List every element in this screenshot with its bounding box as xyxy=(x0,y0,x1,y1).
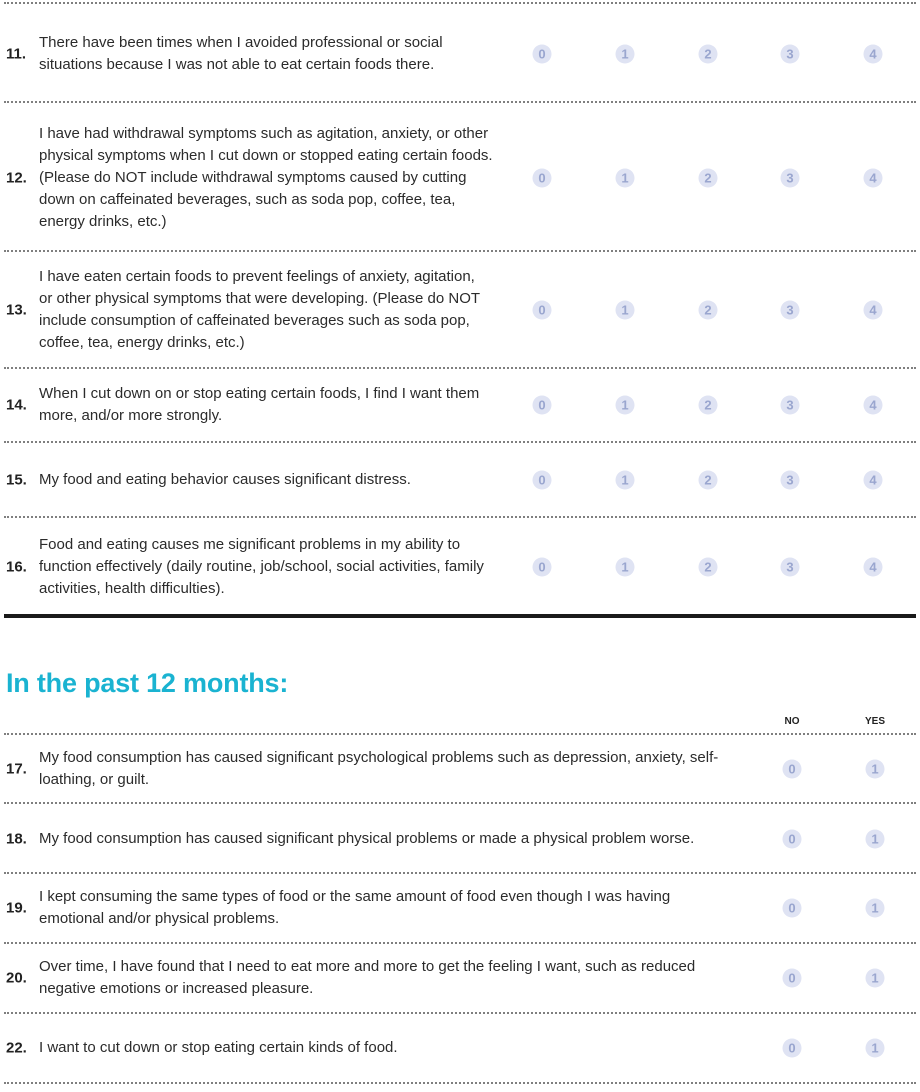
option-0[interactable]: 0 xyxy=(533,169,552,188)
option-1[interactable]: 1 xyxy=(616,396,635,415)
option-4[interactable]: 4 xyxy=(864,396,883,415)
section-divider xyxy=(4,614,916,618)
option-0[interactable]: 0 xyxy=(533,471,552,490)
question-text: I kept consuming the same types of food or the same amount of food even though I was having emotional and/or physical problems. xyxy=(39,888,671,927)
question-number: 12. xyxy=(6,169,27,187)
option-4[interactable]: 4 xyxy=(864,45,883,64)
question-text: My food consumption has caused significant psychological problems such as depression, anxiety, self-loathing, or guilt. xyxy=(39,749,719,788)
option-3[interactable]: 3 xyxy=(781,558,800,577)
question-text: When I cut down on or stop eating certain foods, I find I want them more, and/or more strongly. xyxy=(39,385,480,424)
row-divider xyxy=(4,942,916,944)
row-divider xyxy=(4,733,916,735)
option-0[interactable]: 0 xyxy=(533,301,552,320)
option-4[interactable]: 4 xyxy=(864,558,883,577)
question-text: My food consumption has caused significant physical problems or made a physical problem worse. xyxy=(39,830,695,847)
option-3[interactable]: 3 xyxy=(781,301,800,320)
option-3[interactable]: 3 xyxy=(781,169,800,188)
option-1[interactable]: 1 xyxy=(616,169,635,188)
option-yes[interactable]: 1 xyxy=(866,1039,885,1058)
option-0[interactable]: 0 xyxy=(533,558,552,577)
option-1[interactable]: 1 xyxy=(616,558,635,577)
column-header-no: NO xyxy=(784,716,800,727)
option-no[interactable]: 0 xyxy=(783,1039,802,1058)
option-1[interactable]: 1 xyxy=(616,45,635,64)
row-divider xyxy=(4,1082,916,1084)
row-divider xyxy=(4,2,916,4)
question-text: There have been times when I avoided professional or social situations because I was not able to eat certain foods there. xyxy=(39,34,443,73)
option-2[interactable]: 2 xyxy=(699,558,718,577)
row-divider xyxy=(4,516,916,518)
option-3[interactable]: 3 xyxy=(781,471,800,490)
section-title: In the past 12 months: xyxy=(6,668,289,698)
question-number: 20. xyxy=(6,969,27,987)
question-number: 19. xyxy=(6,899,27,917)
row-divider xyxy=(4,367,916,369)
option-0[interactable]: 0 xyxy=(533,396,552,415)
question-text: Food and eating causes me significant problems in my ability to function effectively (daily routine, job/school, social activities, family activities, health difficulties). xyxy=(39,536,484,597)
option-0[interactable]: 0 xyxy=(533,45,552,64)
option-yes[interactable]: 1 xyxy=(866,760,885,779)
option-2[interactable]: 2 xyxy=(699,396,718,415)
option-1[interactable]: 1 xyxy=(616,471,635,490)
row-divider xyxy=(4,1012,916,1014)
question-number: 11. xyxy=(6,45,27,63)
row-divider xyxy=(4,441,916,443)
question-text: Over time, I have found that I need to eat more and more to get the feeling I want, such as reduced negative emotions or increased pleasure. xyxy=(39,958,696,997)
option-2[interactable]: 2 xyxy=(699,471,718,490)
question-text: My food and eating behavior causes significant distress. xyxy=(39,471,411,488)
option-no[interactable]: 0 xyxy=(783,969,802,988)
option-no[interactable]: 0 xyxy=(783,899,802,918)
question-number: 17. xyxy=(6,760,27,778)
row-divider xyxy=(4,802,916,804)
row-divider xyxy=(4,250,916,252)
option-4[interactable]: 4 xyxy=(864,301,883,320)
option-yes[interactable]: 1 xyxy=(866,899,885,918)
option-1[interactable]: 1 xyxy=(616,301,635,320)
column-header-yes: YES xyxy=(864,716,886,727)
option-2[interactable]: 2 xyxy=(699,45,718,64)
question-number: 16. xyxy=(6,558,27,576)
question-text: I have had withdrawal symptoms such as agitation, anxiety, or other physical symptoms when I cut down or stopped eating certain foods. (Please do NOT include withdrawal symptoms caused by cutting down on caffeinated beverages, such as soda pop, coffee, tea, energy drinks, etc.) xyxy=(39,125,493,230)
row-divider xyxy=(4,101,916,103)
row-divider xyxy=(4,872,916,874)
option-yes[interactable]: 1 xyxy=(866,969,885,988)
question-number: 14. xyxy=(6,396,27,414)
option-4[interactable]: 4 xyxy=(864,169,883,188)
question-number: 15. xyxy=(6,471,27,489)
question-number: 22. xyxy=(6,1039,27,1057)
question-number: 18. xyxy=(6,830,27,848)
option-2[interactable]: 2 xyxy=(699,169,718,188)
question-text: I have eaten certain foods to prevent feelings of anxiety, agitation, or other physical symptoms that were developing. (Please do NOT include consumption of caffeinated beverages such as soda pop, coffee, tea, energy drinks, etc.) xyxy=(39,268,480,351)
option-3[interactable]: 3 xyxy=(781,45,800,64)
option-yes[interactable]: 1 xyxy=(866,830,885,849)
question-number: 13. xyxy=(6,301,27,319)
option-4[interactable]: 4 xyxy=(864,471,883,490)
option-2[interactable]: 2 xyxy=(699,301,718,320)
option-no[interactable]: 0 xyxy=(783,830,802,849)
option-no[interactable]: 0 xyxy=(783,760,802,779)
option-3[interactable]: 3 xyxy=(781,396,800,415)
question-text: I want to cut down or stop eating certain kinds of food. xyxy=(39,1039,398,1056)
